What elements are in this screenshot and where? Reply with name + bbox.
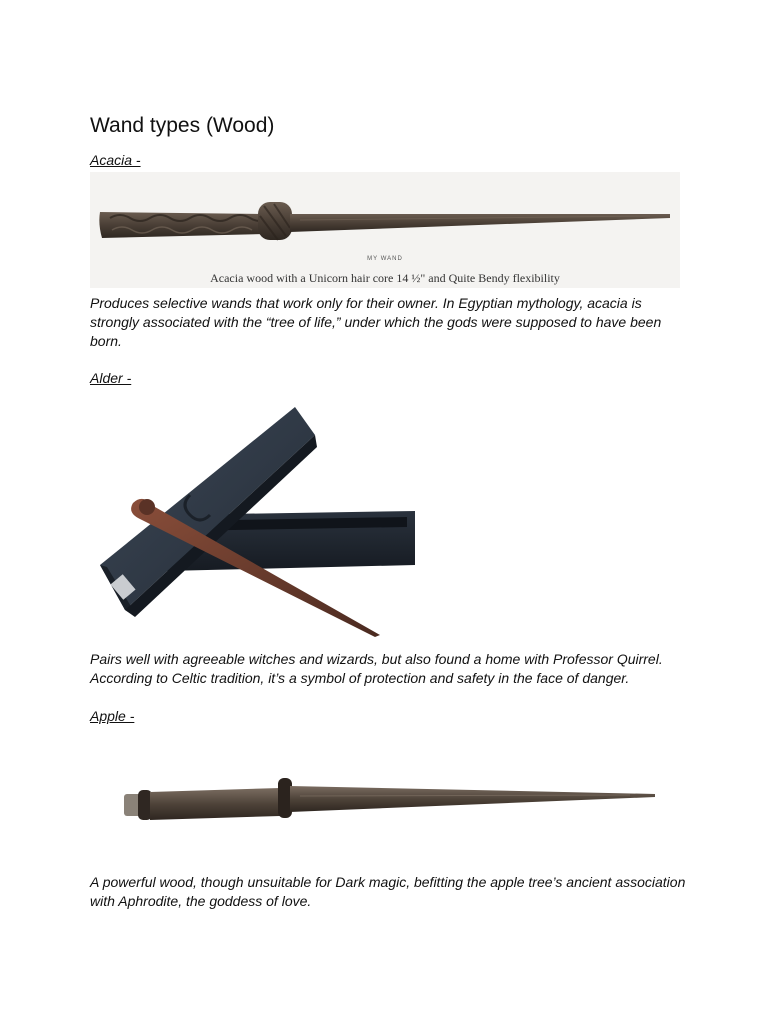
alder-wand-box-image [95,395,425,645]
section-heading-acacia: Acacia - [90,152,141,168]
section-text-acacia: Produces selective wands that work only for their owner. In Egyptian mythology, acacia is strongly associated with the “tree of life,” under which the gods were supposed to have been born. [90,295,662,349]
section-heading-apple: Apple - [90,708,135,724]
image-caption: Acacia wood with a Unicorn hair core 14 ½" and Quite Bendy flexibility [210,271,560,285]
apple-wand-image [110,770,660,830]
page-title: Wand types (Wood) [90,114,275,137]
section-text-alder: Pairs well with agreeable witches and wizards, but also found a home with Professor Quirrel. According to Celtic tradition, it’s a symbol of protection and safety in the face of danger. [90,651,663,686]
image-label: MY WAND [367,256,403,262]
section-text-apple: A powerful wood, though unsuitable for Dark magic, befitting the apple tree’s ancient association with Aphrodite, the goddess of love. [90,874,686,909]
acacia-wand-image [90,172,680,288]
section-heading-alder: Alder - [90,370,132,386]
